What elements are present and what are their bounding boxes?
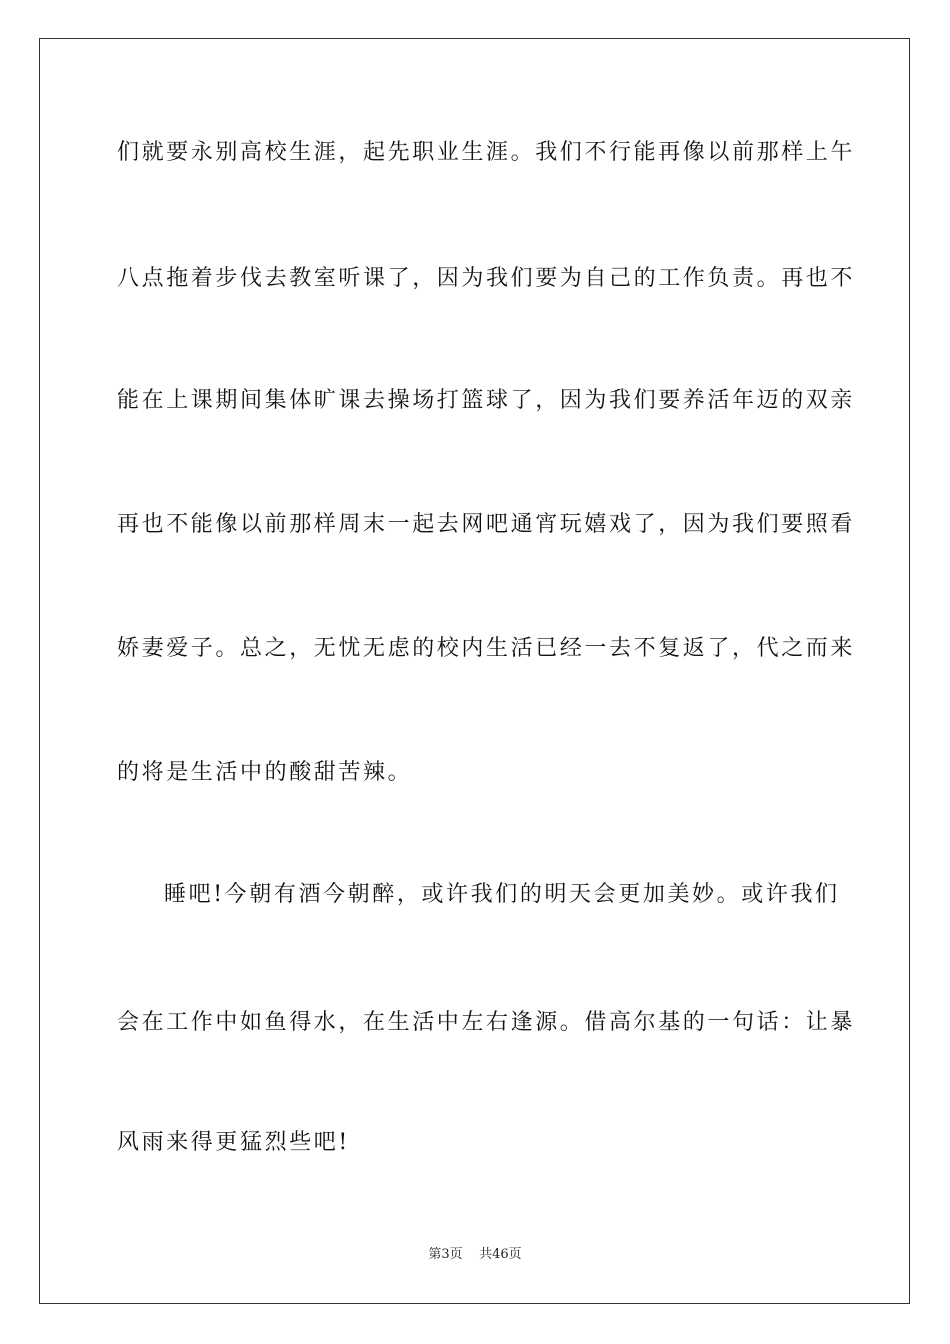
page-border [39,38,910,1304]
text-line: 会在工作中如鱼得水，在生活中左右逢源。借高尔基的一句话：让暴 [117,1010,856,1035]
text-line: 的将是生活中的酸甜苦辣。 [117,760,413,785]
page-total: 共46页 [479,1247,522,1262]
page-footer [0,1246,950,1264]
page-number: 第3页 [428,1247,463,1262]
text-line: 八点拖着步伐去教室听课了，因为我们要为自己的工作负责。再也不 [117,266,856,291]
text-line: 睡吧!今朝有酒今朝醉，或许我们的明天会更加美妙。或许我们 [164,882,840,907]
text-line: 风雨来得更猛烈些吧! [117,1130,350,1155]
text-line: 再也不能像以前那样周末一起去网吧通宵玩嬉戏了，因为我们要照看 [117,512,856,537]
text-line: 们就要永别高校生涯，起先职业生涯。我们不行能再像以前那样上午 [117,140,856,165]
text-line: 娇妻爱子。总之，无忧无虑的校内生活已经一去不复返了，代之而来 [117,636,856,661]
text-line: 能在上课期间集体旷课去操场打篮球了，因为我们要养活年迈的双亲 [117,388,856,413]
